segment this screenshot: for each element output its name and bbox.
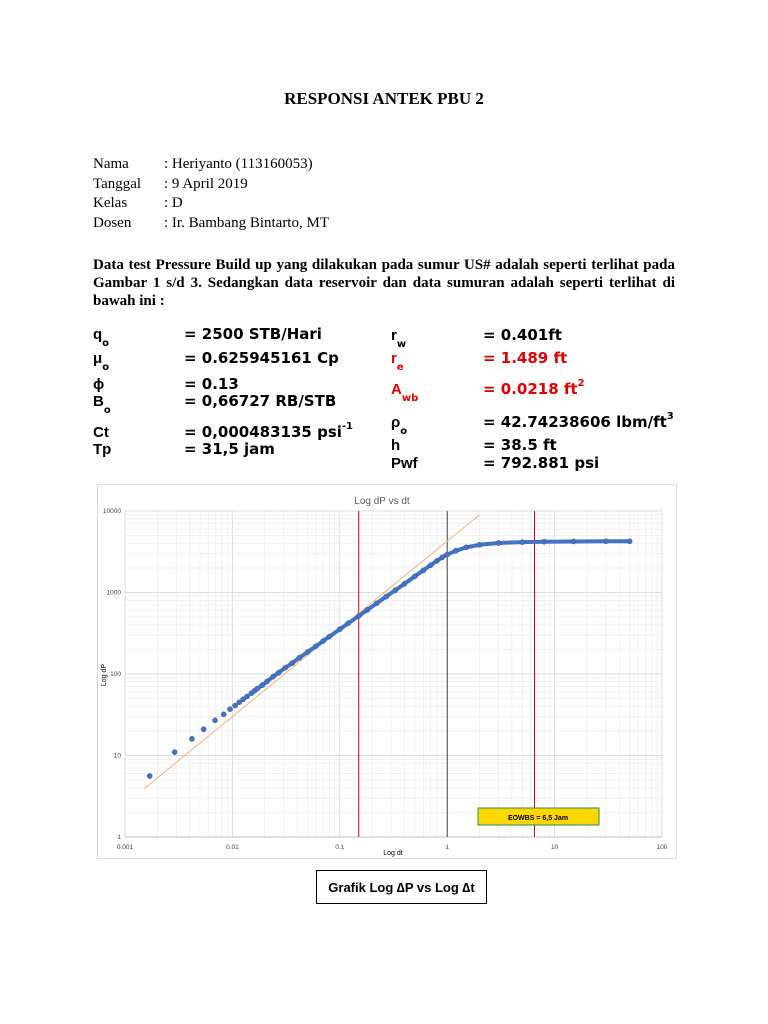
param-phi-symbol: ϕ [93, 376, 105, 393]
data-point [453, 548, 458, 553]
param-qo-symbol: $q_o$ [93, 326, 110, 349]
y-tick-label: 10 [113, 752, 121, 760]
param-rw-value: = 0.401ft [483, 326, 562, 344]
info-value: : D [164, 195, 183, 211]
info-row-kelas [93, 195, 329, 215]
data-point [233, 703, 238, 708]
data-point [464, 545, 469, 550]
data-point [542, 539, 547, 544]
info-value: : Heriyanto (113160053) [164, 156, 313, 172]
param-rw-symbol: $r_w$ [391, 327, 407, 350]
param-rho-symbol: $\rho_o$ [391, 414, 408, 437]
x-tick-label: 10 [550, 844, 559, 851]
log-log-chart [98, 485, 676, 858]
data-point [374, 601, 379, 606]
data-point [477, 542, 482, 547]
x-tick-label: 0.1 [335, 844, 345, 851]
param-awb-value: = 0.0218 $ft^2$ [483, 378, 585, 398]
param-re-symbol: $r_e$ [391, 350, 404, 373]
y-tick-label: 10000 [102, 508, 121, 515]
trend-line [144, 515, 480, 789]
info-value: : 9 April 2019 [164, 175, 248, 192]
data-point [189, 736, 194, 741]
data-point [337, 627, 342, 632]
data-point [297, 655, 302, 660]
chart-title: Log dP vs dt [354, 496, 410, 507]
data-point [393, 588, 398, 593]
data-point [276, 670, 281, 675]
param-awb-symbol: $A_{wb}$ [391, 381, 419, 404]
param-qo-value: = 2500 STB/Hari [184, 325, 322, 343]
data-point [260, 683, 265, 688]
param-phi-value: = 0.13 [184, 375, 239, 393]
data-point [434, 558, 439, 563]
data-point [201, 727, 206, 732]
param-rho-value: = 42.74238606 lbm/$ft^3$ [483, 411, 674, 431]
data-point [290, 661, 295, 666]
data-point [327, 634, 332, 639]
param-re-value: = 1.489 ft [483, 349, 568, 367]
data-point [321, 638, 326, 643]
param-pwf-symbol: Pwf [391, 455, 418, 472]
y-tick-label: 1 [117, 834, 121, 841]
x-tick-label: 0.01 [226, 844, 239, 851]
data-point [356, 613, 361, 618]
data-point [412, 574, 417, 579]
info-key: Dosen [93, 214, 132, 231]
description-paragraph: Data test Pressure Build up yang dilakukan pada sumur US# adalah seperti terlihat pada Gambar 1 s/d 3. Sedangkan data reservoir dan data sumuran adalah seperti terlihat di bawah ini : [93, 257, 675, 309]
data-point [283, 665, 288, 670]
param-h-value: = 38.5 ft [483, 436, 557, 454]
data-point [384, 594, 389, 599]
param-bo-value: = 0,66727 RB/STB [184, 392, 337, 410]
data-point [571, 539, 576, 544]
y-tick-label: 100 [110, 671, 121, 678]
data-point [440, 555, 445, 560]
data-point [445, 552, 450, 557]
x-tick-label: 100 [656, 844, 668, 851]
data-point [520, 540, 525, 545]
data-point [313, 643, 318, 648]
data-point [227, 707, 232, 712]
param-h-symbol: h [391, 437, 401, 454]
param-ct-value: = 0,000483135 psi$^{-1}$ [184, 421, 353, 441]
param-pwf-value: = 792.881 psi [483, 454, 600, 472]
x-tick-label: 1 [445, 844, 450, 851]
param-tp-symbol: Tp [93, 441, 112, 458]
info-key: Nama [93, 156, 129, 172]
data-point [212, 718, 217, 723]
y-tick-label: 1000 [106, 589, 121, 597]
x-tick-label: 0.001 [116, 844, 134, 851]
data-point [271, 674, 276, 679]
info-block [93, 156, 329, 234]
data-point [346, 621, 351, 626]
data-point [147, 773, 152, 778]
chart-container [97, 484, 677, 859]
data-point [428, 563, 433, 568]
data-point [603, 539, 608, 544]
data-point [172, 750, 177, 755]
data-point [421, 568, 426, 573]
data-point [496, 540, 501, 545]
data-point [627, 539, 632, 544]
data-point [255, 686, 260, 691]
data-point [365, 607, 370, 612]
data-point [305, 649, 310, 654]
param-muo-value: = 0.625945161 Cp [184, 349, 339, 367]
param-muo-symbol: $\mu_o$ [93, 350, 110, 373]
y-axis-label: Log dP [101, 663, 108, 687]
info-row-dosen [93, 215, 329, 235]
info-row-tanggal [93, 176, 329, 196]
info-value: : Ir. Bambang Bintarto, MT [164, 214, 329, 231]
eowbs-annotation [478, 808, 599, 825]
data-point [264, 679, 269, 684]
data-point [221, 712, 226, 717]
data-point [402, 581, 407, 586]
info-key: Tanggal [93, 175, 142, 192]
page-title: RESPONSI ANTEK PBU 2 [284, 89, 484, 108]
param-tp-value: = 31,5 jam [184, 440, 275, 458]
figure-caption: Grafik Log ∆P vs Log ∆t [316, 870, 487, 904]
info-row-nama [93, 156, 329, 176]
info-key: Kelas [93, 195, 128, 211]
param-bo-symbol: $B_o$ [93, 393, 111, 416]
x-axis-label: Log dt [383, 850, 403, 857]
eowbs-label: EOWBS = 6,5 Jam [507, 815, 569, 822]
param-ct-symbol: Ct [93, 424, 109, 441]
